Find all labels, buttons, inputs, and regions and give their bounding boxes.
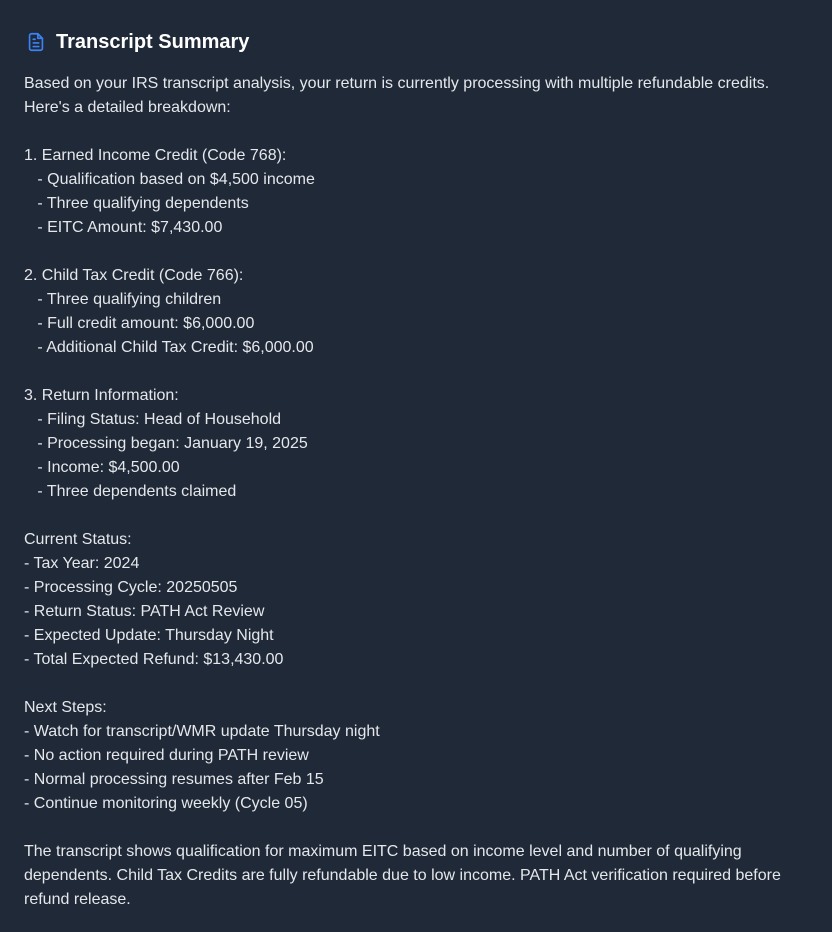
- card-title: Transcript Summary: [56, 30, 250, 53]
- card-header: [24, 26, 808, 58]
- summary-text: Based on your IRS transcript analysis, your return is currently processing with multiple refundable credits. Here's a detailed breakdown: 1. Earned Income Credit (Code 768): - Qualification based on $4,500 income - Three qualifying dependents - EITC Amount: $7,430.00 2. Child Tax Credit (Code 766): - Three qualifying children - Full credit amount: $6,000.00 - Additional Child Tax Credit: $6,000.00 3. Return Information: - Filing Status: Head of Household - Processing began: January 19, 2025 - Income: $4,500.00 - Three dependents claimed Current Status: - Tax Year: 2024 - Processing Cycle: 20250505 - Return Status: PATH Act Review - Expected Update: Thursday Night - Total Expected Refund: $13,430.00 Next Steps: - Watch for transcript/WMR update Thursday night - No action required during PATH review - Normal processing resumes after Feb 15 - Continue monitoring weekly (Cycle 05) The transcript shows qualification for maximum EITC based on income level and number of qualifying dependents. Child Tax Credits are fully refundable due to low income. PATH Act verification required before refund release.: [24, 75, 781, 908]
- document-text-icon: [24, 30, 48, 54]
